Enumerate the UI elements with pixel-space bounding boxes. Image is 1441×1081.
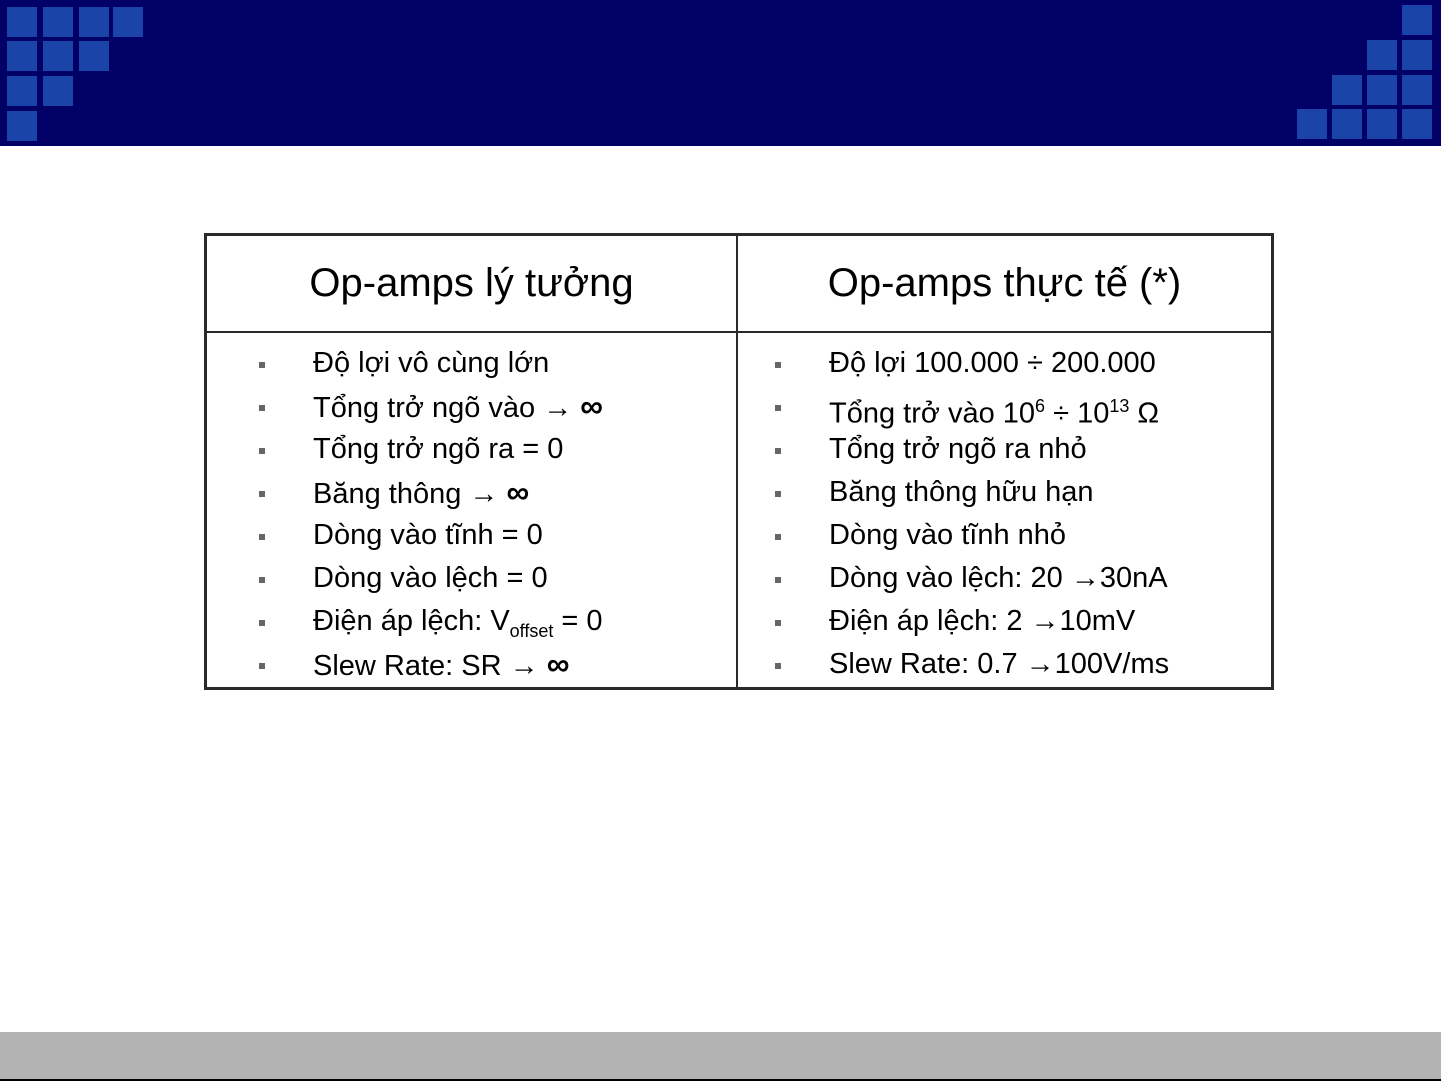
decor-square [7,41,37,71]
decor-square [79,7,109,37]
decor-square [1297,109,1327,139]
bullet-icon [775,577,781,583]
list-item: Dòng vào lệch: 20 →30nA [775,557,1169,600]
decor-square [1367,40,1397,70]
bullet-icon [775,448,781,454]
ideal-opamp-header: Op-amps lý tưởng [309,261,634,305]
header-rule [0,144,1441,146]
bullet-icon [259,405,265,411]
list-item: Độ lợi 100.000 ÷ 200.000 [775,342,1169,385]
infinity-symbol: ∞ [546,646,570,682]
list-item: Dòng vào tĩnh nhỏ [775,514,1169,557]
list-item: Slew Rate: SR → ∞ [259,643,603,686]
decor-square [7,76,37,106]
decor-square [1402,109,1432,139]
decor-square [1402,75,1432,105]
bullet-icon [775,362,781,368]
decor-square [43,76,73,106]
list-item: Băng thông → ∞ [259,471,603,514]
bullet-icon [775,405,781,411]
bullet-icon [259,620,265,626]
list-item: Dòng vào tĩnh = 0 [259,514,603,557]
decor-square [1402,40,1432,70]
bullet-icon [775,491,781,497]
bullet-icon [259,663,265,669]
decor-square [113,7,143,37]
list-item: Độ lợi vô cùng lớn [259,342,603,385]
real-opamp-header: Op-amps thực tế (*) [827,261,1182,305]
decor-square [43,7,73,37]
decor-square [1332,109,1362,139]
list-item: Tổng trở vào $10^6 \div 10^{13}$ Ω [775,385,1169,428]
bullet-icon [259,448,265,454]
comparison-table [204,233,1274,690]
decor-square [7,111,37,141]
decor-square [1402,5,1432,35]
bullet-icon [259,577,265,583]
ideal-opamp-list [259,342,603,686]
header-band [0,0,1441,144]
decor-square [79,41,109,71]
list-item: Điện áp lệch: $V_{offset} = 0$ [259,600,603,643]
infinity-symbol: ∞ [580,388,604,424]
list-item: Slew Rate: 0.7 →100V/ms [775,643,1169,686]
list-item: Băng thông hữu hạn [775,471,1169,514]
decor-square [1367,109,1397,139]
list-item: Dòng vào lệch = 0 [259,557,603,600]
list-item: Tổng trở ngõ ra = 0 [259,428,603,471]
bullet-icon [775,663,781,669]
bullet-icon [775,534,781,540]
bullet-icon [775,620,781,626]
decor-square [1332,75,1362,105]
list-item: Tổng trở ngõ vào → ∞ [259,385,603,428]
list-item: Tổng trở ngõ ra nhỏ [775,428,1169,471]
decor-square [7,7,37,37]
real-opamp-list [775,342,1169,686]
footer-band [0,1032,1441,1079]
decor-square [1367,75,1397,105]
list-item: Điện áp lệch: 2 →10mV [775,600,1169,643]
bullet-icon [259,534,265,540]
decor-square [43,41,73,71]
bullet-icon [259,491,265,497]
bullet-icon [259,362,265,368]
infinity-symbol: ∞ [506,474,530,510]
header-divider [207,331,1271,333]
